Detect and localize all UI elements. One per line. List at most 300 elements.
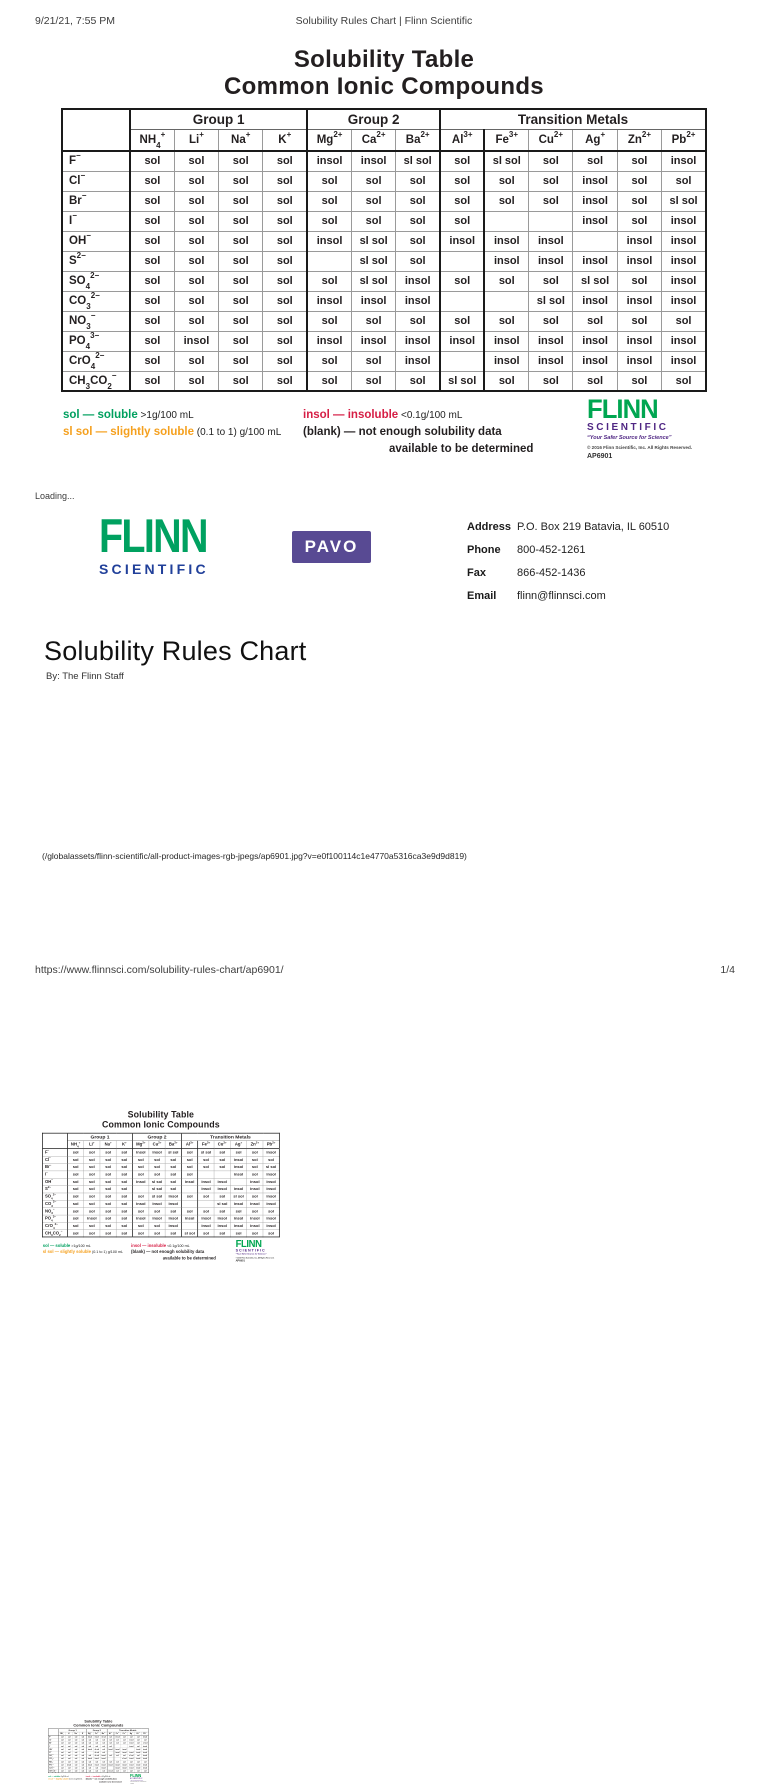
cation-header: $NH_4^+$ [67, 1141, 83, 1149]
solubility-cell: sol [573, 311, 617, 331]
solubility-cell: sol [263, 271, 307, 291]
solubility-cell: insol [573, 191, 617, 211]
legend-detail: >1g/100 mL [137, 410, 194, 421]
solubility-cell: sol [67, 1178, 83, 1185]
solubility-cell: insol [165, 1215, 181, 1222]
anion-label: CrO$_4^{2-}$ [62, 351, 130, 371]
solubility-cell: sol [100, 1149, 116, 1156]
contact-row [467, 516, 669, 539]
solubility-cell: insol [101, 1757, 106, 1760]
solubility-cell: insol [484, 331, 528, 351]
solubility-cell: insol [617, 351, 661, 371]
contact-label: Address [467, 521, 512, 533]
solubility-cell: sol [93, 1767, 100, 1770]
solubility-cell: sol [73, 1767, 80, 1770]
product-image-chart[interactable] [42, 1110, 280, 1265]
solubility-cell: sol [130, 371, 174, 391]
solubility-cell: sl sol [129, 1754, 134, 1757]
group-header: Transition Metals [440, 109, 706, 129]
solubility-cell: sol [219, 191, 263, 211]
solubility-cell: sol [100, 1748, 107, 1751]
solubility-cell: sol [149, 1171, 165, 1178]
solubility-cell [214, 1171, 230, 1178]
solubility-cell: sol [263, 171, 307, 191]
legend-term: sl sol — slightly soluble [48, 1778, 69, 1781]
contact-value: 866-452-1436 [517, 567, 586, 579]
legend-term: (blank) — not enough solubility data [131, 1249, 205, 1255]
solubility-cell: sol [66, 1754, 73, 1757]
solubility-cell: sl sol [198, 1149, 214, 1156]
cation-header: $Fe^{3+}$ [198, 1141, 214, 1149]
cation-header: $Mg^{2+}$ [133, 1141, 149, 1149]
solubility-cell: insol [101, 1767, 106, 1770]
solubility-cell: sol [174, 311, 218, 331]
contact-value: 800-452-1261 [517, 544, 586, 556]
solubility-cell: sol [133, 1230, 149, 1237]
asset-link[interactable]: (/globalassets/flinn-scientific/all-product-images-rgb-jpegs/ap6901.jpg?v=e0f100114c1e4770a5316ca3e9d9d819) [42, 851, 467, 861]
legend-term: sol — soluble [63, 409, 138, 421]
legend [48, 1775, 149, 1785]
solubility-cell: sol [174, 191, 218, 211]
cation-header: $Ba^{2+}$ [101, 1732, 106, 1735]
solubility-cell [182, 1185, 198, 1192]
solubility-cell: insol [351, 151, 395, 171]
cation-header: Na+ [219, 129, 263, 151]
product-thumbnail-chart[interactable] [48, 1719, 149, 1785]
contact-label: Fax [467, 567, 486, 579]
solubility-cell: sol [307, 191, 351, 211]
solubility-cell: sol [396, 311, 440, 331]
solubility-cell: insol [94, 1757, 99, 1760]
solubility-cell: sol [529, 371, 573, 391]
solubility-cell: insol [143, 1754, 148, 1757]
solubility-cell: sol [66, 1742, 73, 1745]
solubility-cell: insol [307, 151, 351, 171]
solubility-cell: insol [165, 1193, 181, 1200]
anion-label: Cl− [48, 1739, 59, 1742]
legend-term: insol — insoluble [85, 1775, 101, 1778]
solubility-cell: insol [198, 1185, 214, 1192]
solubility-cell: sol [219, 231, 263, 251]
flinn-chart-logo-subtext: SCIENTIFIC [587, 422, 669, 433]
solubility-cell: insol [662, 331, 706, 351]
solubility-cell: insol [529, 331, 573, 351]
solubility-cell: sol [84, 1208, 100, 1215]
solubility-cell: insol [263, 1222, 279, 1229]
solubility-cell: sol [79, 1742, 86, 1745]
chart-title-line1: Solubility Table [293, 46, 475, 73]
legend-line2: available to be determined [162, 1256, 216, 1261]
solubility-cell: sol [214, 1149, 230, 1156]
solubility-cell: sol [79, 1757, 86, 1760]
solubility-cell: sol [100, 1760, 107, 1763]
solubility-cell: insol [529, 231, 573, 251]
solubility-cell: sol [107, 1745, 114, 1748]
contact-value[interactable]: flinn@flinnsci.com [517, 590, 606, 602]
solubility-cell: insol [133, 1200, 149, 1207]
legend-column-right [131, 1243, 216, 1261]
legend-term: (blank) — not enough solubility data [303, 426, 502, 438]
solubility-cell: sol [128, 1770, 135, 1773]
solubility-cell [440, 251, 484, 271]
solubility-cell: sol [198, 1156, 214, 1163]
solubility-cell: insol [115, 1748, 120, 1751]
solubility-cell: sol [67, 1163, 83, 1170]
solubility-cell [484, 211, 528, 231]
solubility-cell: sol [66, 1739, 73, 1742]
pavo-logo[interactable] [292, 531, 371, 563]
cation-header: Li+ [174, 129, 218, 151]
contact-info [467, 516, 669, 608]
solubility-cell: insol [129, 1764, 134, 1766]
solubility-cell: sol [100, 1215, 116, 1222]
solubility-cell: sol [219, 311, 263, 331]
solubility-cell: sl sol [149, 1193, 165, 1200]
solubility-cell: sol [573, 371, 617, 391]
solubility-cell: sol [121, 1742, 128, 1745]
solubility-cell: sol [79, 1754, 86, 1757]
table-row [62, 171, 706, 191]
solubility-cell: sol [198, 1208, 214, 1215]
anion-label: $CH_3CO_2^-$ [48, 1770, 59, 1773]
solubility-cell: sol [396, 251, 440, 271]
solubility-cell: sol [116, 1156, 132, 1163]
solubility-cell: sol [263, 211, 307, 231]
table-row [62, 331, 706, 351]
flinn-chart-logo-subtext: SCIENTIFIC [130, 1777, 143, 1780]
solubility-cell: insol [396, 291, 440, 311]
solubility-cell: sol [59, 1735, 66, 1738]
legend [61, 394, 707, 467]
solubility-cell: sol [84, 1156, 100, 1163]
anion-label: OH− [48, 1748, 59, 1751]
table-row [62, 251, 706, 271]
flinn-chart-logo-wordmark: FLINN [587, 394, 658, 424]
contact-label: Email [467, 590, 497, 602]
cation-header: K+ [79, 1732, 86, 1735]
solubility-cell: sol [135, 1754, 142, 1757]
anion-label: $PO_4^{3-}$ [42, 1215, 67, 1222]
flinn-chart-logo-tagline: “Your Safer Source for Science” [587, 435, 672, 441]
table-corner [42, 1133, 67, 1148]
solubility-cell: insol [129, 1751, 134, 1754]
solubility-cell: sol [84, 1230, 100, 1237]
solubility-cell: sol [86, 1754, 93, 1757]
solubility-cell: sol [182, 1163, 198, 1170]
solubility-cell: sol [121, 1739, 128, 1742]
solubility-cell: sol [440, 151, 484, 171]
solubility-cell: sol [114, 1754, 121, 1757]
cation-header: $Mg^{2+}$ [307, 129, 351, 151]
solubility-cell: insol [351, 291, 395, 311]
solubility-cell: insol [307, 231, 351, 251]
solubility-cell: insol [136, 1764, 141, 1766]
solubility-cell [182, 1222, 198, 1229]
solubility-cell: insol [230, 1200, 246, 1207]
solubility-cell: insol [115, 1767, 120, 1770]
solubility-cell: sol [529, 191, 573, 211]
solubility-cell: sol [396, 191, 440, 211]
solubility-cell [573, 231, 617, 251]
solubility-cell [182, 1200, 198, 1207]
solubility-cell: sol [174, 251, 218, 271]
table-corner [62, 109, 130, 151]
print-footer-page: 1/4 [720, 964, 735, 976]
table-row [42, 1200, 279, 1207]
solubility-cell: sol [198, 1163, 214, 1170]
solubility-cell: insol [263, 1215, 279, 1222]
table-row [62, 211, 706, 231]
solubility-cell: insol [129, 1767, 134, 1770]
solubility-cell: sol [396, 211, 440, 231]
anion-label: Cl− [42, 1156, 67, 1163]
solubility-cell: sol [174, 171, 218, 191]
solubility-cell: sol [135, 1742, 142, 1745]
solubility-cell: insol [133, 1149, 149, 1156]
solubility-cell: sol [66, 1767, 73, 1770]
table-row [42, 1208, 279, 1215]
solubility-cell: sol [149, 1163, 165, 1170]
table-row [62, 271, 706, 291]
solubility-cell: sol [396, 231, 440, 251]
anion-label: $S^{2-}$ [48, 1751, 59, 1754]
solubility-cell: sol [107, 1754, 114, 1757]
solubility-cell: sol [100, 1739, 107, 1742]
group-header: Group 1 [130, 109, 307, 129]
solubility-cell: sol [307, 351, 351, 371]
solubility-cell: sol [100, 1751, 107, 1754]
solubility-cell: sol [165, 1230, 181, 1237]
solubility-cell: sol [73, 1745, 80, 1748]
solubility-cell: sol [86, 1760, 93, 1763]
solubility-cell: sol [67, 1208, 83, 1215]
chart-title-line1: Solubility Table [84, 1719, 113, 1724]
chart-title-line2: Common Ionic Compounds [224, 73, 544, 100]
solubility-cell: insol [662, 251, 706, 271]
solubility-cell: insol [136, 1757, 141, 1760]
solubility-cell: sol [174, 291, 218, 311]
solubility-cell: sol [351, 311, 395, 331]
solubility-cell: sol [116, 1222, 132, 1229]
solubility-cell: sol [116, 1149, 132, 1156]
anion-label: I− [62, 211, 130, 231]
legend-line2: available to be determined [99, 1780, 122, 1783]
anion-label: $CH_3CO_2^-$ [62, 371, 130, 391]
cation-header: Ag+ [129, 1732, 133, 1735]
solubility-cell: sol [130, 251, 174, 271]
solubility-cell: sol [130, 231, 174, 251]
solubility-cell: insol [263, 1185, 279, 1192]
solubility-cell: sol [107, 1760, 114, 1763]
solubility-cell: sol [133, 1156, 149, 1163]
solubility-cell: sol [130, 211, 174, 231]
solubility-cell: sl sol [230, 1193, 246, 1200]
solubility-cell: sol [73, 1742, 80, 1745]
solubility-cell: sl sol [484, 151, 528, 171]
solubility-cell: sol [133, 1222, 149, 1229]
solubility-cell: sol [142, 1739, 149, 1742]
solubility-cell: sol [79, 1770, 86, 1773]
solubility-table [61, 108, 707, 392]
anion-label: I− [48, 1745, 59, 1748]
solubility-cell: sol [84, 1178, 100, 1185]
flinn-chart-logo-wordmark: FLINN [130, 1773, 142, 1778]
anion-label: $PO_4^{3-}$ [48, 1763, 59, 1766]
solubility-cell: sol [73, 1757, 80, 1760]
solubility-cell: sol [93, 1742, 100, 1745]
anion-label: $NO_3^-$ [48, 1760, 59, 1763]
solubility-cell: sol [130, 311, 174, 331]
solubility-cell: sol [165, 1178, 181, 1185]
solubility-cell: sol [67, 1156, 83, 1163]
table-row [62, 371, 706, 391]
solubility-cell: sol [66, 1760, 73, 1763]
legend-detail: (0.1 to 1) g/100 mL [90, 1250, 124, 1255]
cation-header: $Mg^{2+}$ [87, 1732, 92, 1735]
solubility-cell: sol [396, 371, 440, 391]
solubility-cell: sol [107, 1739, 114, 1742]
legend-item [303, 407, 533, 424]
solubility-cell: sol [174, 211, 218, 231]
legend-column-left [48, 1775, 82, 1780]
cation-header: $NH_4^+$ [130, 129, 174, 151]
solubility-cell: sol [247, 1163, 263, 1170]
solubility-cell: sol [219, 351, 263, 371]
solubility-cell: sol [100, 1185, 116, 1192]
solubility-cell: insol [143, 1751, 148, 1754]
pavo-logo-label: PAVO [304, 537, 359, 556]
solubility-cell: sol [100, 1193, 116, 1200]
solubility-cell: sol [130, 271, 174, 291]
solubility-cell: sol [219, 371, 263, 391]
solubility-cell: sol [107, 1742, 114, 1745]
solubility-cell: insol [247, 1215, 263, 1222]
solubility-cell: sol [86, 1742, 93, 1745]
solubility-cell: sol [149, 1230, 165, 1237]
flinn-logo[interactable] [99, 509, 229, 578]
solubility-cell: sol [247, 1230, 263, 1237]
cation-header: Ag+ [573, 129, 617, 151]
legend-column-left [63, 407, 281, 441]
cation-header: $Fe^{3+}$ [115, 1732, 120, 1735]
solubility-cell: insol [617, 251, 661, 271]
legend [42, 1238, 280, 1265]
solubility-cell: sol [100, 1163, 116, 1170]
solubility-cell: sol [133, 1171, 149, 1178]
solubility-chart [61, 46, 707, 467]
solubility-cell: sol [182, 1171, 198, 1178]
group-header: Group 1 [59, 1729, 87, 1732]
anion-label: CrO$_4^{2-}$ [48, 1767, 59, 1770]
table-row [42, 1215, 279, 1222]
solubility-cell: sol [86, 1767, 93, 1770]
solubility-cell: sol [73, 1760, 80, 1763]
solubility-cell: sol [73, 1751, 80, 1754]
solubility-cell: sol [307, 211, 351, 231]
solubility-cell: insol [662, 231, 706, 251]
solubility-cell: sol [128, 1760, 135, 1763]
solubility-cell: insol [307, 291, 351, 311]
solubility-cell: sl sol [142, 1742, 148, 1745]
legend-term: sol — soluble [42, 1243, 71, 1248]
solubility-cell: insol [396, 271, 440, 291]
solubility-cell: sl sol [182, 1230, 198, 1237]
solubility-cell: sol [100, 1208, 116, 1215]
chart-title-line2: Common Ionic Compounds [101, 1119, 220, 1130]
solubility-cell: insol [198, 1222, 214, 1229]
solubility-cell: sol [165, 1156, 181, 1163]
solubility-cell: sol [121, 1760, 128, 1763]
anion-label: $S^{2-}$ [62, 251, 130, 271]
solubility-cell: sol [247, 1171, 263, 1178]
solubility-cell: sol [396, 171, 440, 191]
solubility-cell: sol [114, 1760, 121, 1763]
anion-label: $SO_4^{2-}$ [42, 1193, 67, 1200]
solubility-cell: insol [351, 331, 395, 351]
solubility-cell: sol [66, 1745, 73, 1748]
solubility-cell: insol [263, 1193, 279, 1200]
solubility-cell [440, 351, 484, 371]
anion-label: $CO_3^{2-}$ [48, 1757, 59, 1760]
solubility-cell: insol [165, 1222, 181, 1229]
anion-label: $SO_4^{2-}$ [62, 271, 130, 291]
solubility-cell: sol [484, 311, 528, 331]
solubility-cell: insol [617, 331, 661, 351]
solubility-cell: sol [116, 1200, 132, 1207]
solubility-cell: sol [263, 371, 307, 391]
solubility-cell: insol [149, 1149, 165, 1156]
solubility-cell: insol [230, 1185, 246, 1192]
solubility-cell: sol [121, 1735, 128, 1738]
legend-detail: <0.1g/100 mL [166, 1243, 190, 1248]
solubility-cell: sol [86, 1770, 93, 1773]
solubility-cell: sl sol [94, 1751, 99, 1754]
solubility-cell: sl sol [149, 1185, 165, 1192]
solubility-cell: insol [396, 351, 440, 371]
solubility-cell: sol [73, 1739, 80, 1742]
flinn-chart-logo-wordmark: FLINN [235, 1238, 262, 1250]
solubility-cell: insol [573, 211, 617, 231]
solubility-cell: sol [116, 1163, 132, 1170]
cation-header: $Ca^{2+}$ [149, 1141, 165, 1149]
solubility-cell: sol [149, 1222, 165, 1229]
solubility-cell: sol [59, 1763, 66, 1766]
legend-term: insol — insoluble [303, 409, 399, 421]
anion-label: $NO_3^-$ [42, 1208, 67, 1215]
legend-line2: available to be determined [389, 443, 534, 455]
anion-label: $SO_4^{2-}$ [48, 1754, 59, 1757]
solubility-cell: sol [100, 1200, 116, 1207]
legend-detail: (0.1 to 1) g/100 mL [68, 1778, 83, 1781]
anion-label: CrO$_4^{2-}$ [42, 1222, 67, 1229]
solubility-cell: sol [484, 371, 528, 391]
anion-label: Br− [42, 1163, 67, 1170]
cation-header: Li+ [84, 1141, 100, 1149]
flinn-chart-logo-subtext: SCIENTIFIC [235, 1248, 266, 1253]
solubility-cell: sol [133, 1208, 149, 1215]
solubility-cell: sol [617, 271, 661, 291]
solubility-cell: sol [165, 1185, 181, 1192]
solubility-cell: sol [135, 1745, 142, 1748]
solubility-cell: sol [263, 191, 307, 211]
solubility-cell: sl sol [122, 1757, 127, 1760]
solubility-cell: sol [247, 1208, 263, 1215]
solubility-cell: sol [135, 1760, 142, 1763]
cation-header: $Cu^{2+}$ [529, 129, 573, 151]
solubility-cell: sol [79, 1760, 86, 1763]
solubility-cell: sol [529, 311, 573, 331]
anion-label: Cl− [62, 171, 130, 191]
